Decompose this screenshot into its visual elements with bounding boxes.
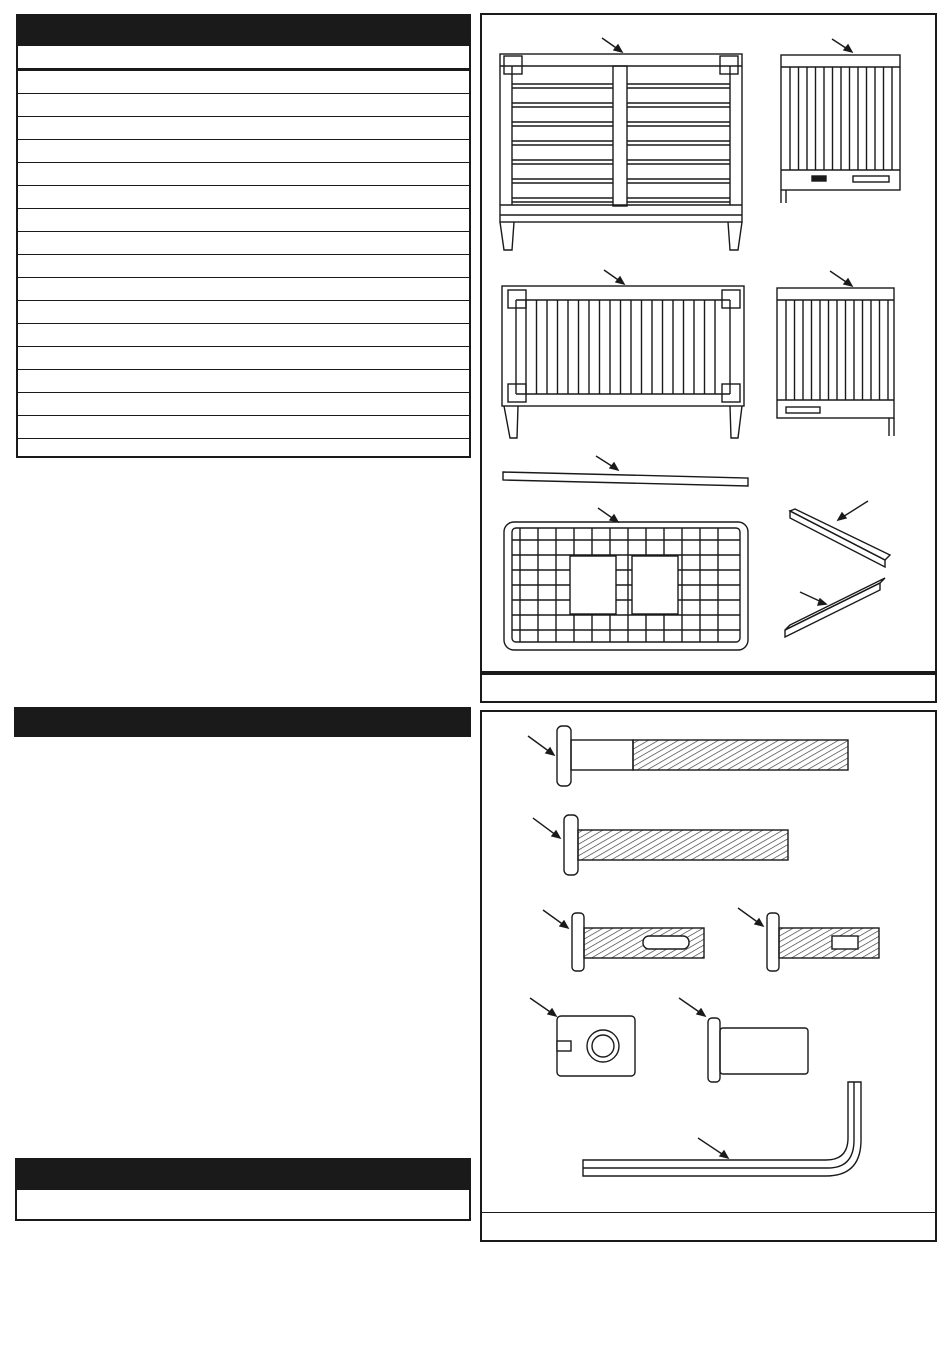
bolt-long-partial [528,726,848,786]
bolt-long-full [533,815,788,875]
barrel-nut [530,998,635,1076]
allen-wrench [583,1082,861,1176]
bolt-short-slotted [543,910,704,971]
dowel-pin [679,998,808,1082]
bolt-short-square [738,908,879,971]
